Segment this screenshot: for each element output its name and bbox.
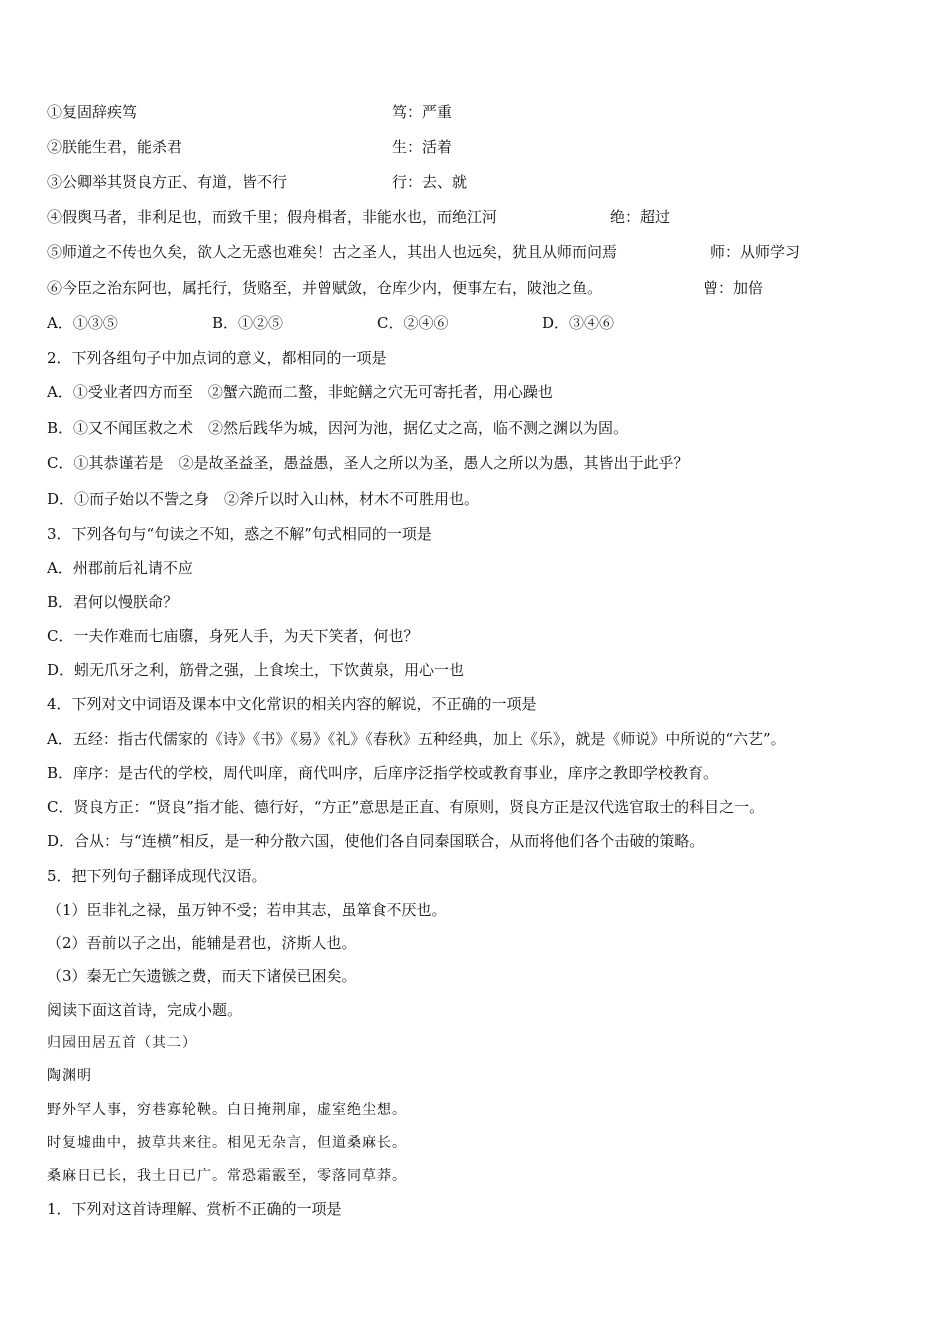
item-1 (47, 102, 453, 122)
poem-title: 归园田居五首（其二） (47, 1035, 197, 1051)
question-4-option-b: B．庠序：是古代的学校，周代叫庠，商代叫序，后庠序泛指学校或教育事业，庠序之教即学校教育。 (47, 764, 719, 782)
question-5-sentence-2: （2）吾前以子之出，能辅是君也，济斯人也。 (47, 934, 357, 952)
question-5-sentence-1: （1）臣非礼之禄，虽万钟不受；若申其志，虽箪食不厌也。 (47, 901, 447, 919)
item-1-gloss: 笃：严重 (392, 103, 453, 121)
item-1-text: ①复固辞疾笃 (47, 103, 138, 121)
question-5-stem: 5．把下列句子翻译成现代汉语。 (47, 867, 267, 885)
question-5-sentence-3: （3）秦无亡矢遗镞之费，而天下诸侯已困矣。 (47, 967, 357, 985)
question-4-option-d: D．合从：与“连横”相反，是一种分散六国，使他们各自同秦国联合，从而将他们各个击破的策略。 (47, 832, 705, 850)
item-3 (47, 172, 468, 192)
question-2-option-d: D．①而子始以不訾之身 ②斧斤以时入山林，材木不可胜用也。 (47, 490, 480, 508)
question-3-option-c: C．一夫作难而七庙隳，身死人手，为天下笑者，何也？ (47, 627, 419, 645)
reading-instruction: 阅读下面这首诗，完成小题。 (47, 1001, 243, 1019)
poem-line-1: 野外罕人事，穷巷寡轮鞅。白日掩荆扉，虚室绝尘想。 (47, 1102, 407, 1118)
item-3-gloss: 行：去、就 (392, 173, 468, 191)
item-2-text: ②朕能生君，能杀君 (47, 138, 183, 156)
question-2-option-b: B．①又不闻匡救之术 ②然后践华为城，因河为池，据亿丈之高，临不测之渊以为固。 (47, 419, 629, 437)
item-2 (47, 137, 453, 157)
poem-author: 陶渊明 (47, 1068, 92, 1084)
item-5-gloss: 师：从师学习 (710, 243, 801, 261)
question-4-option-c: C．贤良方正：“贤良”指才能、德行好，“方正”意思是正直、有原则，贤良方正是汉代选官取士的科目之一。 (47, 798, 765, 816)
item-3-text: ③公卿举其贤良方正、有道，皆不行 (47, 173, 288, 191)
question-2-option-c: C．①其恭谨若是 ②是故圣益圣，愚益愚，圣人之所以为圣，愚人之所以为愚，其皆出于此乎？ (47, 454, 689, 472)
item-5 (47, 242, 801, 262)
item-2-gloss: 生：活着 (392, 138, 453, 156)
question-2-stem: 2．下列各组句子中加点词的意义，都相同的一项是 (47, 349, 387, 367)
question-3-option-b: B．君何以慢朕命？ (47, 593, 179, 611)
poem-line-2: 时复墟曲中，披草共来往。相见无杂言，但道桑麻长。 (47, 1135, 407, 1151)
question-4-stem: 4．下列对文中词语及课本中文化常识的相关内容的解说，不正确的一项是 (47, 695, 537, 713)
q1-option-b: B．①②⑤ (212, 314, 284, 332)
q1-option-a: A．①③⑤ (47, 314, 118, 332)
item-4-gloss: 绝：超过 (610, 208, 671, 226)
question-4-option-a: A．五经：指古代儒家的《诗》《书》《易》《礼》《春秋》五种经典，加上《乐》，就是《师说》中所说的“六艺”。 (47, 730, 786, 748)
item-4-text: ④假舆马者，非利足也，而致千里；假舟楫者，非能水也，而绝江河 (47, 208, 498, 226)
question-3-stem: 3．下列各句与“句读之不知，惑之不解”句式相同的一项是 (47, 525, 432, 543)
question-1-stem: 1．下列对这首诗理解、赏析不正确的一项是 (47, 1200, 342, 1218)
q1-option-d: D．③④⑥ (542, 314, 615, 332)
question-2-option-a: A．①受业者四方而至 ②蟹六跪而二螯，非蛇鳝之穴无可寄托者，用心躁也 (47, 383, 553, 401)
poem-line-3: 桑麻日已长，我土日已广。常恐霜霰至，零落同草莽。 (47, 1168, 407, 1184)
item-6-text: ⑥今臣之治东阿也，属托行，货赂至，并曾赋敛，仓库少内，便事左右，陂池之鱼。 (47, 279, 603, 297)
q1-option-c: C．②④⑥ (377, 314, 449, 332)
item-4 (47, 207, 671, 227)
question-3-option-d: D．蚓无爪牙之利，筋骨之强，上食埃土，下饮黄泉，用心一也 (47, 661, 465, 679)
item-5-text: ⑤师道之不传也久矣，欲人之无惑也难矣！古之圣人，其出人也远矣，犹且从师而问焉 (47, 243, 618, 261)
item-6 (47, 278, 764, 298)
question-3-option-a: A．州郡前后礼请不应 (47, 559, 193, 577)
item-6-gloss: 曾：加倍 (703, 279, 764, 297)
